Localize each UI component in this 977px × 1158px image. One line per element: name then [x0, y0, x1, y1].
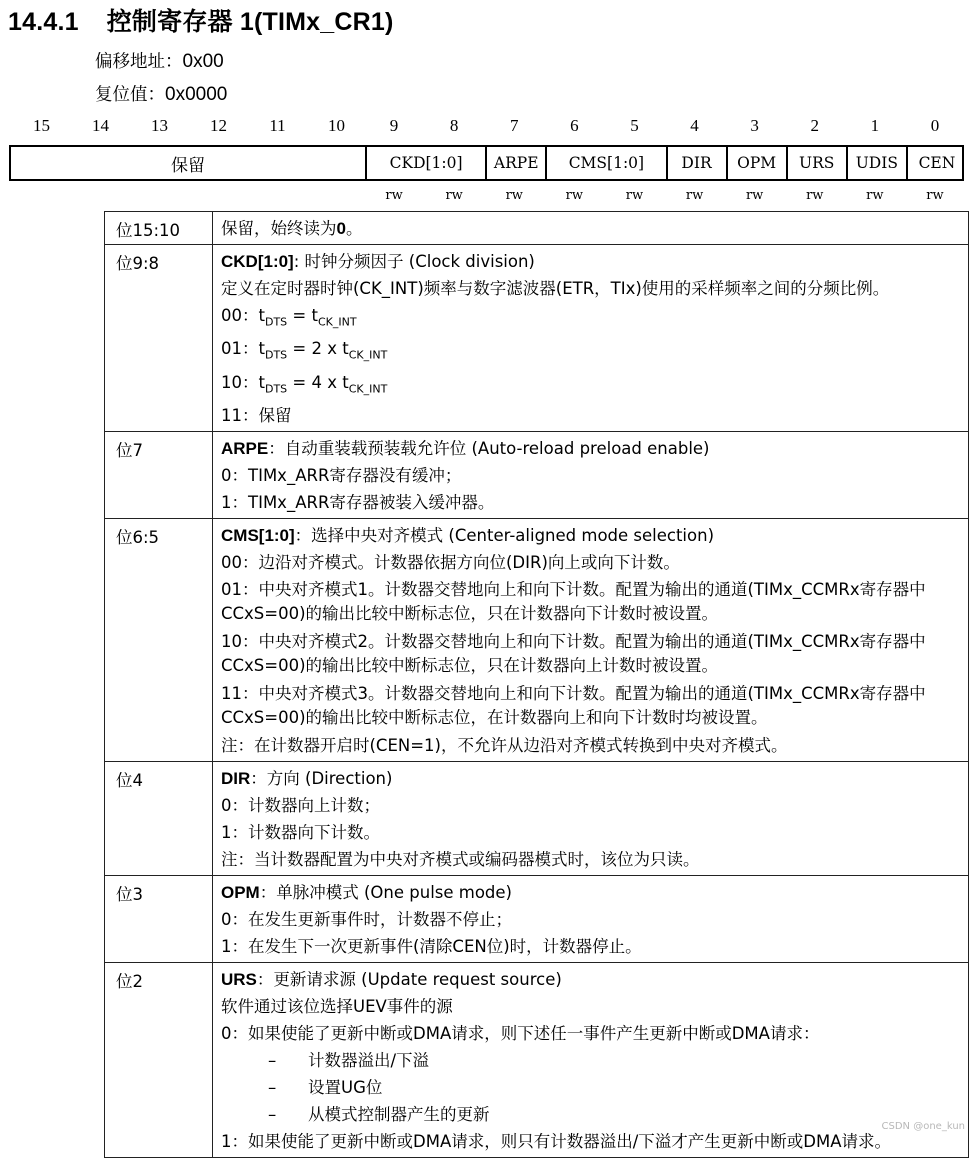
register-field: CKD[1:0]: [365, 147, 485, 179]
bit-number: 9: [389, 116, 399, 135]
dash-icon: –: [268, 1077, 277, 1097]
reset-val: 0x0000: [165, 84, 228, 105]
desc-value: 0: [336, 219, 346, 238]
field-title: : 时钟分频因子 (Clock division): [293, 252, 535, 271]
table-row: [105, 245, 969, 432]
option-line: 0：在发生更新事件时，计数器不停止；: [221, 909, 512, 929]
bit-description-table: [104, 211, 969, 1158]
desc-text: 。: [345, 219, 363, 238]
option-line: 0：如果使能了更新中断或DMA请求，则下述任一事件产生更新中断或DMA请求：: [221, 1023, 820, 1043]
bit-number: 14: [92, 116, 109, 135]
desc-text: 保留，始终读为: [221, 219, 337, 238]
option-line: 11：保留: [221, 405, 292, 425]
access-type: rw: [385, 188, 403, 203]
bit-description: [213, 761, 969, 875]
bit-number: 12: [210, 116, 227, 135]
field-name: CMS[1:0]: [221, 525, 295, 545]
reset-label: 复位值：: [95, 85, 165, 105]
access-row: [10, 188, 965, 206]
option-line: 1：在发生下一次更新事件(清除CEN位)时，计数器停止。: [221, 936, 642, 956]
table-row: [105, 212, 969, 245]
option-line: 10：中央对齐模式2。计数器交替地向上和向下计数。配置为输出的通道(TIMx_CCMRx寄存器中CCxS=00)的输出比较中断标志位，只在计数器向上计数时被设置。: [221, 631, 926, 675]
option-line: 1：如果使能了更新中断或DMA请求，则只有计数器溢出/下溢才产生更新中断或DMA请求。: [221, 1131, 892, 1151]
field-title: ：更新请求源 (Update request source): [256, 969, 562, 989]
register-title: 控制寄存器 1(TIMx_CR1): [106, 8, 394, 36]
field-title: ：方向 (Direction): [250, 768, 393, 788]
bullet-item: – 计数器溢出/下溢: [221, 1047, 960, 1074]
bit-number: 8: [449, 116, 459, 135]
bit-range: 位2: [105, 962, 213, 1157]
field-title: ：自动重装载预装载允许位 (Auto-reload preload enable): [268, 438, 710, 458]
option-line: 11：中央对齐模式3。计数器交替地向上和向下计数。配置为输出的通道(TIMx_CCMRx寄存器中CCxS=00)的输出比较中断标志位，在计数器向上和向下计数时均被设置。: [221, 683, 926, 727]
field-name: ARPE: [221, 438, 269, 458]
bit-number: 7: [510, 116, 519, 135]
register-field: DIR: [666, 147, 726, 179]
bit-description: [213, 518, 969, 761]
bit-number: 4: [690, 116, 699, 135]
register-field: CEN: [906, 147, 966, 179]
section-number: 14.4.1: [8, 8, 79, 36]
field-name: DIR: [221, 768, 251, 788]
field-name: URS: [221, 969, 257, 989]
bit-number: 3: [750, 116, 759, 135]
offset-label: 偏移地址：: [95, 52, 183, 72]
access-type: rw: [625, 188, 644, 203]
dash-icon: –: [268, 1050, 277, 1070]
option-line: 01：$t_{DTS} = 2$ x $t_{CK\_INT}$: [221, 339, 388, 362]
option-line: 1：计数器向下计数。: [221, 822, 380, 842]
register-field: OPM: [726, 147, 786, 179]
register-field-row: [9, 145, 964, 181]
bit-number: 10: [328, 116, 345, 135]
field-name: OPM: [221, 882, 260, 902]
bit-range: 位15:10: [105, 212, 213, 245]
offset-address: [95, 48, 224, 73]
access-type: rw: [445, 188, 463, 203]
table-row: [105, 962, 969, 1157]
dash-icon: –: [268, 1104, 277, 1124]
option-line: 1：TIMx_ARR寄存器被装入缓冲器。: [221, 492, 495, 512]
register-field: CMS[1:0]: [545, 147, 665, 179]
note-line: 注：在计数器开启时(CEN=1)，不允许从边沿对齐模式转换到中央对齐模式。: [221, 735, 788, 755]
access-type: rw: [565, 188, 584, 203]
table-row: [105, 761, 969, 875]
bullet-item: – 设置UG位: [221, 1074, 960, 1101]
bit-number: 1: [870, 116, 880, 135]
access-type: rw: [806, 188, 824, 203]
option-line: 00：边沿对齐模式。计数器依据方向位(DIR)向上或向下计数。: [221, 552, 680, 572]
bit-range: 位4: [105, 761, 213, 875]
bit-number: 11: [269, 116, 286, 135]
table-row: [105, 518, 969, 761]
register-field: UDIS: [846, 147, 906, 179]
field-title: ：单脉冲模式 (One pulse mode): [259, 882, 512, 902]
table-row: [105, 431, 969, 518]
desc-line: 软件通过该位选择UEV事件的源: [221, 996, 453, 1016]
note-line: 注：当计数器配置为中央对齐模式或编码器模式时，该位为只读。: [221, 849, 700, 869]
access-type: rw: [745, 188, 764, 203]
bullet-item: – 从模式控制器产生的更新: [221, 1101, 960, 1128]
bit-range: 位7: [105, 431, 213, 518]
field-title: ：选择中央对齐模式 (Center-aligned mode selection): [294, 525, 715, 545]
desc-line: 定义在定时器时钟(CK_INT)频率与数字滤波器(ETR，TIx)使用的采样频率之间的分频比例。: [221, 279, 890, 298]
watermark: CSDN @one_kun: [881, 1121, 965, 1132]
access-type: rw: [685, 188, 704, 203]
access-type: rw: [866, 188, 884, 203]
bit-number: 2: [810, 116, 819, 135]
register-field: URS: [786, 147, 846, 179]
bit-number: 13: [151, 116, 168, 135]
bit-number: 15: [33, 116, 50, 135]
section-title: [8, 2, 393, 38]
register-field: ARPE: [485, 147, 545, 179]
bit-description: [213, 212, 969, 245]
bit-range: 位9:8: [105, 245, 213, 432]
bit-number: 5: [630, 116, 639, 135]
bit-description: [213, 431, 969, 518]
offset-value: 0x00: [182, 51, 224, 72]
option-line: 01：中央对齐模式1。计数器交替地向上和向下计数。配置为输出的通道(TIMx_CCMRx寄存器中CCxS=00)的输出比较中断标志位，只在计数器向下计数时被设置。: [221, 579, 926, 623]
access-type: rw: [505, 188, 523, 203]
bit-range: 位3: [105, 875, 213, 962]
option-line: 0：计数器向上计数；: [221, 795, 380, 815]
bit-number: 6: [570, 116, 579, 135]
table-row: [105, 875, 969, 962]
option-line: 10：$t_{DTS} = 4$ x $t_{CK\_INT}$: [221, 372, 388, 395]
option-line: 00：$t_{DTS} = t_{CK\_INT}$: [221, 306, 357, 329]
bit-description: [213, 245, 969, 432]
option-line: 0：TIMx_ARR寄存器没有缓冲；: [221, 465, 462, 485]
bit-description: [213, 962, 969, 1157]
bit-range: 位6:5: [105, 518, 213, 761]
bit-number-row: [10, 116, 965, 138]
field-name: CKD[1:0]: [221, 252, 294, 271]
access-type: rw: [926, 188, 944, 203]
bit-description: [213, 875, 969, 962]
register-field: 保留: [171, 155, 205, 176]
reset-value: [95, 81, 227, 106]
bit-number: 0: [930, 116, 940, 135]
